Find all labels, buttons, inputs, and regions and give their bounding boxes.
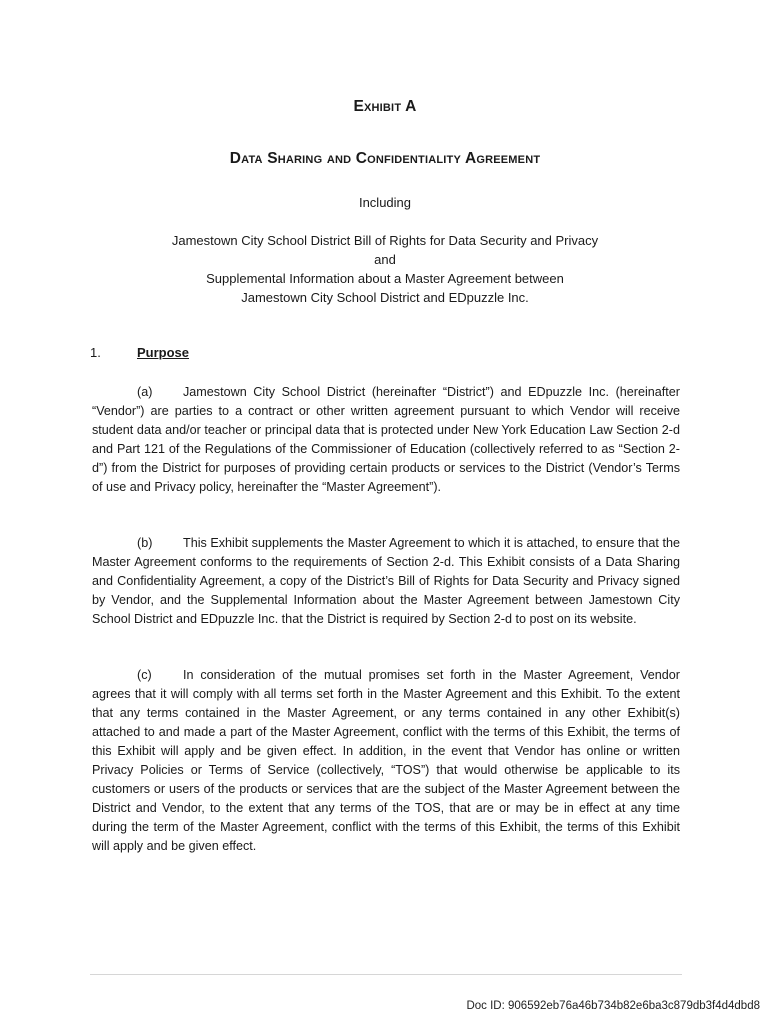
- exhibit-title-text: Exhibit A: [353, 98, 417, 115]
- paragraph-marker: (a): [137, 385, 153, 399]
- exhibit-title: [0, 98, 770, 116]
- agreement-title: [0, 150, 770, 168]
- paragraph-b: [92, 534, 680, 629]
- bill-of-rights-block: [0, 231, 770, 307]
- section-number: 1.: [90, 345, 101, 360]
- bor-line: and: [374, 252, 396, 267]
- section-label: Purpose: [137, 345, 190, 360]
- paragraph-c: [92, 666, 680, 856]
- paragraph-a: [92, 383, 680, 497]
- bor-line: Jamestown City School District Bill of Rights for Data Security and Privacy: [171, 233, 599, 248]
- paragraph-marker: (c): [137, 668, 152, 682]
- doc-id: Doc ID: 906592eb76a46b734b82e6ba3c879db3f4d4dbd8: [466, 1000, 760, 1012]
- paragraph-marker: (b): [137, 536, 153, 550]
- paragraph-text: Jamestown City School District (hereinafter “District”) and EDpuzzle Inc. (hereinafter “Vendor”) are parties to a contract or other written agreement pursuant to which Vendor will receive student data and/or teacher or principal data that is protected under New York Education Law Section 2-d and Part 121 of the Regulations of the Commissioner of Education (collectively referred to as “Section 2-d”) from the District for purposes of providing certain products or services to the District (Vendor’s Terms of use and Privacy policy, hereinafter the “Master Agreement”).: [92, 385, 680, 494]
- footer-divider: [90, 974, 682, 975]
- section-heading: [90, 345, 189, 360]
- bor-line: Jamestown City School District and EDpuzzle Inc.: [241, 290, 529, 305]
- agreement-title-text: Data Sharing and Confidentiality Agreement: [229, 150, 541, 167]
- paragraph-text: In consideration of the mutual promises set forth in the Master Agreement, Vendor agrees that it will comply with all terms set forth in the Master Agreement and this Exhibit. To the extent that any terms contained in the Master Agreement, or any terms contained in any other Exhibit(s) attached to and made a part of the Master Agreement, conflict with the terms of this Exhibit, the terms of this Exhibit will apply and be given effect. In addition, in the event that Vendor has online or written Privacy Policies or Terms of Service (collectively, “TOS”) that would otherwise be applicable to its customers or users of the products or services that are the subject of the Master Agreement between the District and Vendor, to the extent that any terms of the TOS, that are or may be in effect at any time during the term of the Master Agreement, conflict with the terms of this Exhibit, the terms of this Exhibit will apply and be given effect.: [92, 668, 680, 853]
- including-line: Including: [358, 195, 412, 210]
- paragraph-text: This Exhibit supplements the Master Agreement to which it is attached, to ensure that the Master Agreement conforms to the requirements of Section 2-d. This Exhibit consists of a Data Sharing and Confidentiality Agreement, a copy of the District’s Bill of Rights for Data Security and Privacy signed by Vendor, and the Supplemental Information about the Master Agreement between Jamestown City School District and EDpuzzle Inc. that the District is required by Section 2-d to post on its website.: [92, 536, 680, 626]
- bor-line: Supplemental Information about a Master Agreement between: [206, 271, 564, 286]
